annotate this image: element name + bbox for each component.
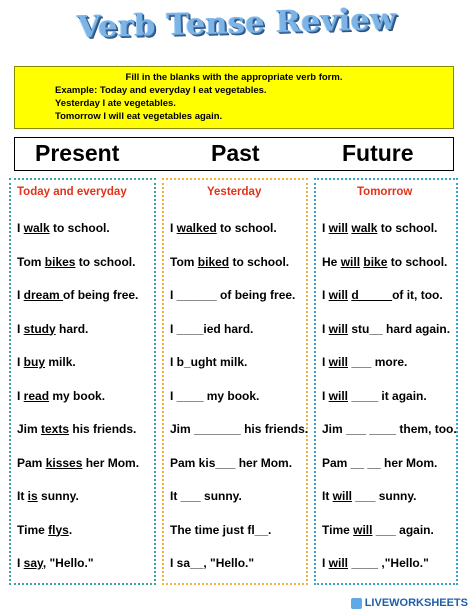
worksheet-title: Verb Tense Review — [76, 1, 398, 46]
sentence-text: I ____ied hard. — [170, 321, 254, 336]
sentence-text: ___ sunny. — [352, 489, 417, 503]
present-sentence — [17, 422, 136, 436]
sentence-text: stu__ hard again. — [348, 321, 451, 336]
underlined-verb: texts — [41, 422, 70, 436]
underlined-verb: buy — [23, 355, 46, 369]
footer-brand — [351, 597, 468, 609]
future-sentence — [322, 456, 437, 470]
past-sentence — [170, 355, 247, 369]
present-sentence — [17, 456, 139, 470]
underlined-verb: will — [328, 288, 349, 302]
sentence-text: ___ again. — [372, 522, 434, 537]
sentence-text: to school. — [49, 221, 110, 235]
sentence-text: It — [17, 489, 28, 503]
tense-header-box — [14, 137, 454, 171]
sentence-text: of being free. — [63, 288, 139, 302]
future-sentence — [322, 221, 437, 235]
present-sentence — [17, 322, 88, 336]
past-sentence — [170, 523, 271, 537]
sentence-text: I — [322, 355, 329, 369]
future-column-heading: Tomorrow — [357, 186, 413, 198]
underlined-verb: bikes — [44, 254, 76, 269]
future-sentence — [322, 489, 417, 503]
sentence-text: I — [17, 221, 24, 235]
sentence-text: I ____ my book. — [170, 388, 260, 403]
underlined-verb: will — [328, 221, 349, 235]
sentence-text: It ___ sunny. — [170, 489, 242, 503]
past-sentence — [170, 456, 292, 470]
underlined-verb: study — [23, 321, 56, 336]
footer-brand-text: LIVEWORKSHEETS — [364, 597, 468, 609]
future-sentence — [322, 556, 429, 570]
underlined-verb: will — [353, 522, 373, 537]
sentence-text: my book. — [49, 388, 106, 403]
sentence-text: It — [322, 489, 333, 503]
sentence-text: his friends. — [69, 422, 137, 436]
underlined-verb: dream — [23, 288, 64, 302]
sentence-text: I — [322, 288, 329, 302]
underlined-verb: biked — [197, 254, 230, 269]
header-present: Present — [35, 140, 120, 166]
underlined-verb: will — [328, 388, 349, 403]
underlined-verb: will — [332, 489, 353, 503]
sentence-text: , "Hello." — [42, 556, 94, 570]
past-sentence — [170, 322, 253, 336]
underlined-verb: say — [23, 556, 43, 570]
sentence-text: Pam kis___ her Mom. — [170, 455, 293, 470]
sentence-text: to school. — [75, 254, 136, 269]
underlined-verb: will — [328, 321, 349, 336]
sentence-text: He — [322, 254, 341, 269]
sentence-text: I — [17, 288, 24, 302]
sentence-text: to school. — [216, 221, 277, 235]
past-column-heading: Yesterday — [207, 186, 262, 198]
underlined-verb: walk — [351, 221, 378, 235]
underlined-verb: bike — [363, 254, 388, 269]
sentence-text: ____ ,"Hello." — [348, 556, 429, 570]
instruction-line: Tomorrow I will eat vegetables again. — [55, 111, 223, 122]
future-sentence — [322, 288, 443, 302]
past-sentence — [170, 489, 242, 503]
sentence-text: Time — [322, 522, 354, 537]
sentence-text: to school. — [229, 254, 290, 269]
instruction-line: Fill in the blanks with the appropriate verb form. — [125, 72, 343, 83]
sentence-text: I — [17, 556, 24, 570]
sentence-text: ___ more. — [348, 355, 408, 369]
sentence-text: to school. — [377, 221, 438, 235]
underlined-verb: walk — [23, 221, 50, 235]
sentence-text: Jim _______ his friends. — [170, 422, 309, 436]
present-sentence — [17, 255, 135, 269]
sentence-text: Tom — [170, 254, 198, 269]
past-sentence — [170, 389, 259, 403]
present-sentence — [17, 389, 105, 403]
future-sentence — [322, 523, 434, 537]
past-sentence — [170, 288, 295, 302]
underlined-verb: read — [23, 388, 50, 403]
sentence-text: her Mom. — [82, 455, 140, 470]
sentence-text: I b_ught milk. — [170, 355, 248, 369]
sentence-text: Jim ___ ____ them, too. — [322, 422, 457, 436]
sentence-text: I — [322, 321, 329, 336]
sentence-text: hard. — [55, 321, 89, 336]
underlined-verb: is — [27, 489, 38, 503]
future-sentence — [322, 389, 427, 403]
sentence-text: I — [322, 221, 329, 235]
past-sentence — [170, 422, 308, 436]
future-sentence — [322, 422, 457, 436]
instructions-box — [14, 66, 454, 129]
past-sentence — [170, 255, 289, 269]
sentence-text: sunny. — [37, 489, 79, 503]
present-sentence — [17, 556, 94, 570]
future-sentence — [322, 255, 447, 269]
sentence-text: I ______ of being free. — [170, 288, 296, 302]
present-sentence — [17, 523, 72, 537]
sentence-text: I — [322, 556, 329, 570]
header-past: Past — [211, 140, 260, 166]
sentence-text: The time just fl__. — [170, 522, 272, 537]
present-sentence — [17, 288, 138, 302]
underlined-verb: d_____ — [351, 288, 393, 302]
present-sentence — [17, 489, 79, 503]
sentence-text: Tom — [17, 254, 45, 269]
sentence-text: to school. — [387, 254, 448, 269]
sentence-text: . — [68, 522, 73, 537]
past-sentence — [170, 556, 254, 570]
sentence-text: ____ it again. — [348, 388, 427, 403]
sentence-text: Jim — [17, 422, 42, 436]
present-sentence — [17, 355, 76, 369]
instruction-line: Yesterday I ate vegetables. — [55, 98, 176, 109]
future-sentence — [322, 322, 450, 336]
underlined-verb: will — [328, 355, 349, 369]
sentence-text: Pam — [17, 455, 46, 470]
underlined-verb: will — [340, 254, 361, 269]
underlined-verb: walked — [176, 221, 217, 235]
sentence-text: I — [17, 321, 24, 336]
present-sentence — [17, 221, 110, 235]
sentence-text: Pam __ __ her Mom. — [322, 455, 438, 470]
sentence-text: Time — [17, 522, 49, 537]
underlined-verb: kisses — [45, 455, 83, 470]
sentence-text: I — [17, 355, 24, 369]
present-column-heading: Today and everyday — [17, 186, 127, 198]
sentence-text: of it, too. — [392, 288, 443, 302]
instruction-line: Example: Today and everyday I eat vegetables. — [55, 85, 267, 96]
sentence-text: milk. — [45, 355, 76, 369]
underlined-verb: will — [328, 556, 349, 570]
past-sentence — [170, 221, 277, 235]
sentence-text: I sa__, "Hello." — [170, 556, 255, 570]
liveworksheets-logo-icon — [351, 598, 362, 609]
future-sentence — [322, 355, 407, 369]
underlined-verb: flys — [48, 522, 69, 537]
sentence-text: I — [17, 388, 24, 403]
header-future: Future — [342, 140, 414, 166]
sentence-text: I — [322, 388, 329, 403]
sentence-text: I — [170, 221, 177, 235]
